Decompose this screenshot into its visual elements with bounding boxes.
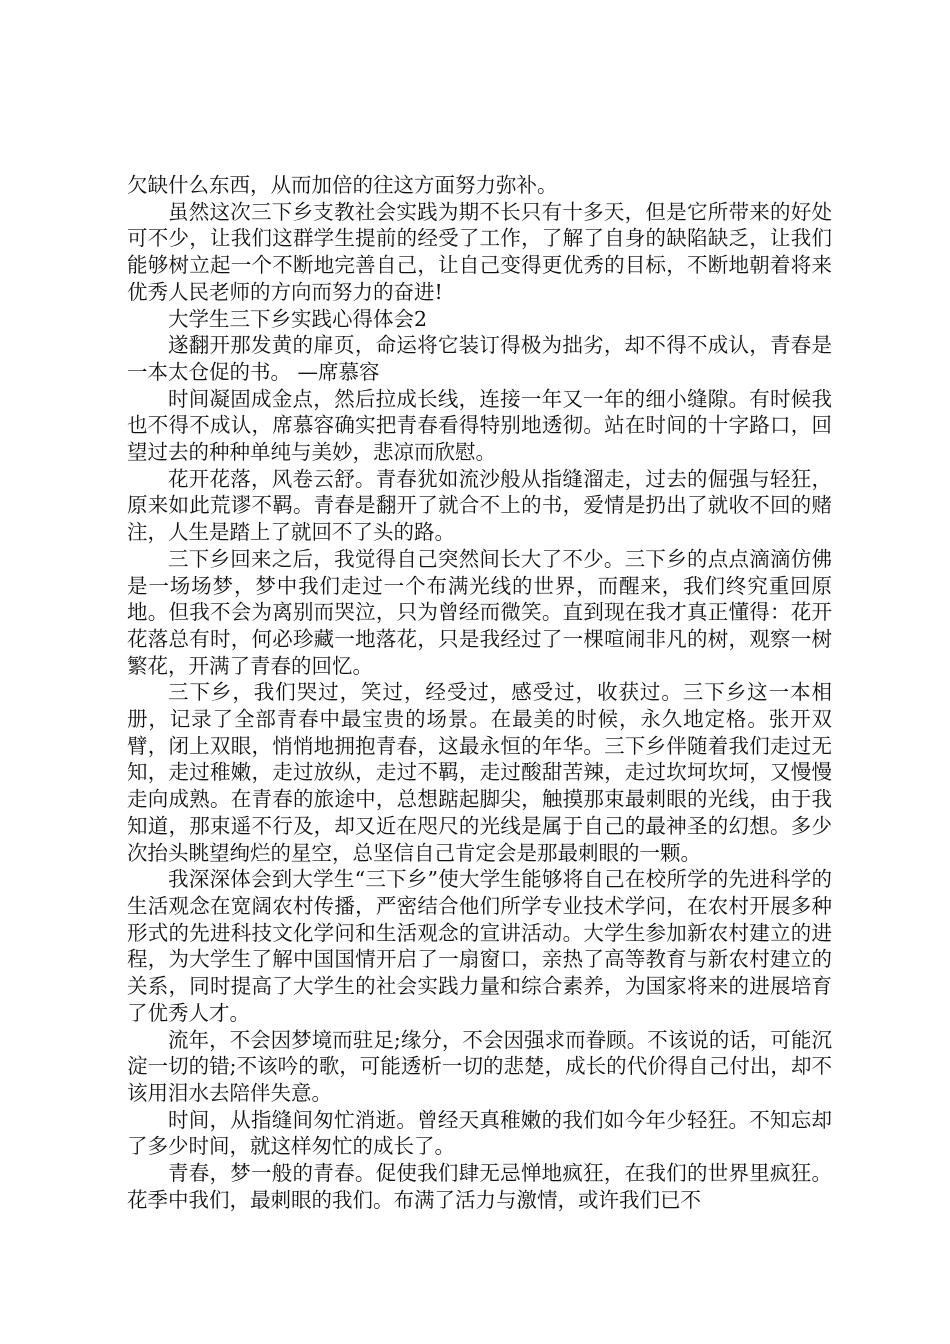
section-heading: 大学生三下乡实践心得体会2	[168, 306, 428, 331]
paragraph: 我深深体会到大学生“三下乡”使大学生能够将自己在校所学的先进科学的生活观念在宽阔农村传播，严密结合他们所学专业技术学问，在农村开展多种形式的先进科技文化学问和生活观念的宣讲活动。大学生参加新农村建立的进程，为大学生了解中国国情开启了一扇窗口，亲热了高等教育与新农村建立的关系，同时提高了大学生的社会实践力量和综合素养，为国家将来的进展培育了优秀人才。	[127, 867, 832, 1025]
paragraph: 时间凝固成金点，然后拉成长线，连接一年又一年的细小缝隙。有时候我也不得不成认，席慕容确实把青春看得特别地透彻。站在时间的十字路口，回望过去的种种单纯与美妙，悲凉而欣慰。	[127, 386, 832, 465]
document-page	[127, 172, 832, 1213]
paragraph: 青春，梦一般的青春。促使我们肆无忌惮地疯狂，在我们的世界里疯狂。花季中我们，最刺眼的我们。布满了活力与激情，或许我们已不	[127, 1161, 832, 1212]
paragraph: 虽然这次三下乡支教社会实践为期不长只有十多天，但是它所带来的好处可不少，让我们这群学生提前的经受了工作，了解了自身的缺陷缺乏，让我们能够树立起一个不断地完善自己，让自己变得更优秀的目标，不断地朝着将来优秀人民老师的方向而努力的奋进!	[127, 199, 832, 304]
paragraph: 流年，不会因梦境而驻足;缘分，不会因强求而眷顾。不该说的话，可能沉淀一切的错;不该吟的歌，可能透析一切的悲楚，成长的代价得自己付出，却不该用泪水去陪伴失意。	[127, 1027, 832, 1105]
paragraph-continued: 欠缺什么东西，从而加倍的往这方面努力弥补。	[127, 173, 558, 197]
paragraph: 时间，从指缝间匆忙消逝。曾经天真稚嫩的我们如今年少轻狂。不知忘却了多少时间，就这样匆忙的成长了。	[127, 1107, 832, 1159]
paragraph: 三下乡回来之后，我觉得自己突然间长大了不少。三下乡的点点滴滴仿佛是一场场梦，梦中我们走过一个布满光线的世界，而醒来，我们终究重回原地。但我不会为离别而哭泣，只为曾经而微笑。直到现在我才真正懂得：花开花落总有时，何必珍藏一地落花，只是我经过了一棵喧闹非凡的树，观察一树繁花，开满了青春的回忆。	[127, 546, 832, 678]
paragraph: 三下乡，我们哭过，笑过，经受过，感受过，收获过。三下乡这一本相册，记录了全部青春中最宝贵的场景。在最美的时候，永久地定格。张开双臂，闭上双眼，悄悄地拥抱青春，这最永恒的年华。三下乡伴随着我们走过无知，走过稚嫩，走过放纵，走过不羁，走过酸甜苦辣，走过坎坷坎坷，又慢慢走向成熟。在青春的旅途中，总想踮起脚尖，触摸那束最刺眼的光线，由于我知道，那束遥不行及，却又近在咫尺的光线是属于自己的最神圣的幻想。多少次抬头眺望绚烂的星空，总坚信自己肯定会是那最刺眼的一颗。	[127, 680, 832, 865]
paragraph: 遂翻开那发黄的扉页，命运将它装订得极为拙劣，却不得不成认，青春是一本太仓促的书。 —席慕容	[127, 333, 832, 384]
paragraph: 花开花落，风卷云舒。青春犹如流沙般从指缝溜走，过去的倔强与轻狂，原来如此荒谬不羁。青春是翻开了就合不上的书，爱情是扔出了就收不回的赌注，人生是踏上了就回不了头的路。	[127, 466, 832, 545]
